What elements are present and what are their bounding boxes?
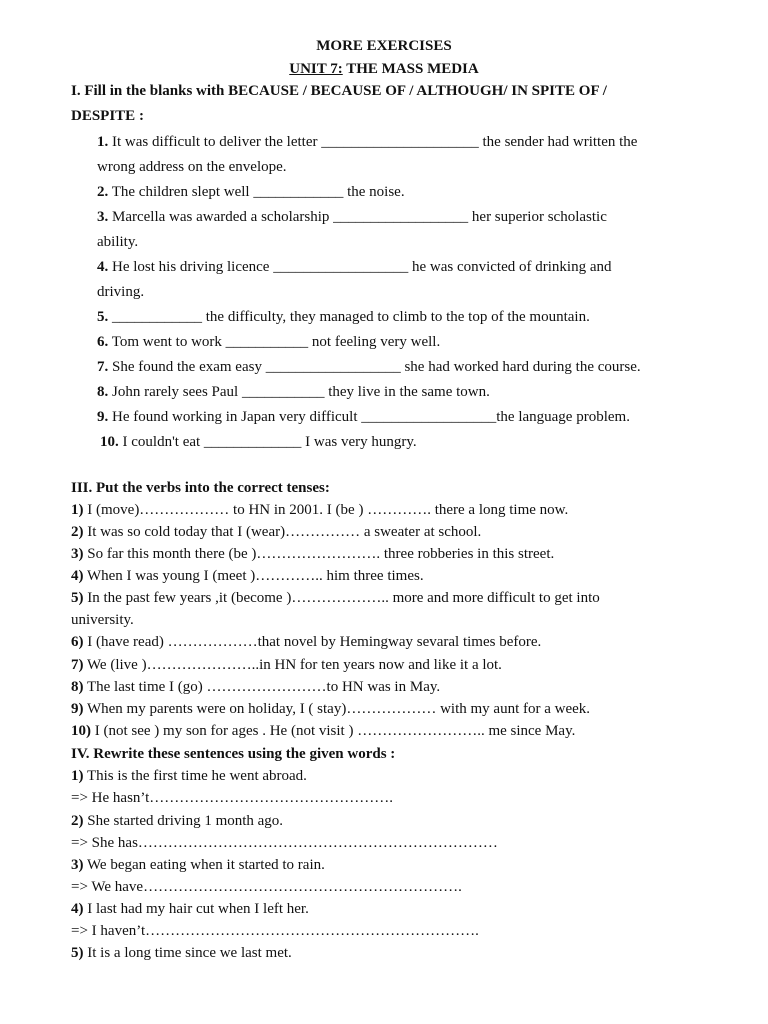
s3-item-number: 8): [71, 679, 84, 695]
s3-item-text: When I was young I (meet )………….. him three times.: [83, 568, 424, 584]
s3-item-text: In the past few years ,it (become )……………….. more and more difficult to get into: [83, 590, 600, 606]
s4-item-text: It is a long time since we last met.: [83, 945, 292, 961]
s4-item-1-answer: => He hasn’t………………………………………….: [71, 790, 394, 806]
s3-item-4: [71, 567, 424, 585]
unit-label: UNIT 7:: [289, 61, 343, 77]
s3-item-7: [71, 656, 502, 674]
s4-item-text: We began eating when it started to rain.: [83, 857, 325, 873]
s3-item-number: 5): [71, 590, 84, 606]
s1-item-number: 2.: [97, 184, 109, 200]
s1-item-4-cont: driving.: [97, 284, 145, 300]
s3-item-text: I (move)……………… to HN in 2001. I (be ) …………. there a long time now.: [83, 502, 569, 518]
s1-item-text: Tom went to work ___________ not feeling very well.: [108, 334, 441, 350]
s3-item-2: [71, 523, 481, 541]
s1-item-4: [97, 258, 612, 276]
s1-item-text: I couldn't eat _____________ I was very hungry.: [118, 434, 417, 450]
unit-heading: [0, 60, 768, 78]
s3-item-3: [71, 545, 554, 563]
s3-item-number: 2): [71, 524, 84, 540]
s4-item-3: [71, 856, 325, 874]
s1-item-2: [97, 183, 405, 201]
s3-item-number: 9): [71, 701, 84, 717]
s3-item-text: We (live )…………………..in HN for ten years now and like it a lot.: [83, 657, 502, 673]
unit-title: THE MASS MEDIA: [342, 61, 479, 77]
s3-item-text: So far this month there (be )……………………. three robberies in this street.: [83, 546, 555, 562]
s1-item-9: [97, 408, 630, 426]
s3-item-10: [71, 722, 575, 740]
s1-item-number: 5.: [97, 309, 109, 325]
s4-item-text: I last had my hair cut when I left her.: [83, 901, 309, 917]
s3-item-1: [71, 501, 568, 519]
s3-item-number: 3): [71, 546, 84, 562]
s1-item-text: ____________ the difficulty, they managed to climb to the top of the mountain.: [108, 309, 590, 325]
s4-item-2-answer: => She has………………………………………………………………: [71, 835, 498, 851]
s3-item-number: 10): [71, 723, 91, 739]
s1-item-number: 3.: [97, 209, 109, 225]
s3-item-5-cont: university.: [71, 612, 134, 628]
s4-item-4-answer: => I haven’t………………………………………………………….: [71, 923, 479, 939]
section-4-heading: IV. Rewrite these sentences using the given words :: [71, 746, 396, 762]
section-1-heading-cont: DESPITE :: [71, 108, 144, 124]
s4-item-number: 5): [71, 945, 84, 961]
s1-item-5: [97, 308, 590, 326]
s1-item-7: [97, 358, 641, 376]
s1-item-6: [97, 333, 440, 351]
s3-item-number: 4): [71, 568, 84, 584]
s1-item-number: 4.: [97, 259, 109, 275]
s1-item-text: It was difficult to deliver the letter _____________________ the sender had written the: [108, 134, 638, 150]
s3-item-text: It was so cold today that I (wear)…………… a sweater at school.: [83, 524, 482, 540]
s1-item-text: John rarely sees Paul ___________ they live in the same town.: [108, 384, 490, 400]
s4-item-number: 3): [71, 857, 84, 873]
s4-item-number: 4): [71, 901, 84, 917]
s3-item-9: [71, 700, 590, 718]
s4-item-5: [71, 944, 292, 962]
s3-item-text: I (have read) ………………that novel by Hemingway sevaral times before.: [83, 634, 542, 650]
s1-item-text: He lost his driving licence __________________ he was convicted of drinking and: [108, 259, 612, 275]
s3-item-5: [71, 589, 600, 607]
section-3-heading: III. Put the verbs into the correct tenses:: [71, 480, 330, 496]
s3-item-number: 6): [71, 634, 84, 650]
s1-item-3-cont: ability.: [97, 234, 139, 250]
s3-item-number: 7): [71, 657, 84, 673]
s3-item-number: 1): [71, 502, 84, 518]
s3-item-text: When my parents were on holiday, I ( stay)……………… with my aunt for a week.: [83, 701, 591, 717]
s3-item-8: [71, 678, 440, 696]
section-1-heading: I. Fill in the blanks with BECAUSE / BECAUSE OF / ALTHOUGH/ IN SPITE OF /: [71, 83, 607, 99]
s3-item-text: The last time I (go) ……………………to HN was in May.: [83, 679, 441, 695]
s3-item-text: I (not see ) my son for ages . He (not visit ) …………………….. me since May.: [91, 723, 576, 739]
s4-item-4: [71, 900, 309, 918]
s4-item-1: [71, 767, 307, 785]
s1-item-3: [97, 208, 607, 226]
s1-item-text: The children slept well ____________ the noise.: [108, 184, 405, 200]
s1-item-text: Marcella was awarded a scholarship __________________ her superior scholastic: [108, 209, 607, 225]
s1-item-number: 1.: [97, 134, 109, 150]
s1-item-1: [97, 133, 637, 151]
s1-item-number: 8.: [97, 384, 109, 400]
s4-item-text: This is the first time he went abroad.: [83, 768, 307, 784]
s1-item-10: [100, 433, 417, 451]
s1-item-number: 9.: [97, 409, 109, 425]
s4-item-number: 2): [71, 813, 84, 829]
page-title: MORE EXERCISES: [316, 38, 452, 54]
s4-item-number: 1): [71, 768, 84, 784]
s1-item-number: 10.: [100, 434, 119, 450]
s1-item-text: She found the exam easy __________________ she had worked hard during the course.: [108, 359, 641, 375]
s1-item-number: 6.: [97, 334, 109, 350]
s4-item-2: [71, 812, 283, 830]
s1-item-8: [97, 383, 490, 401]
s1-item-1-cont: wrong address on the envelope.: [97, 159, 287, 175]
s4-item-text: She started driving 1 month ago.: [83, 813, 284, 829]
s3-item-6: [71, 633, 541, 651]
s1-item-number: 7.: [97, 359, 109, 375]
s4-item-3-answer: => We have……………………………………………………….: [71, 879, 462, 895]
s1-item-text: He found working in Japan very difficult __________________the language problem.: [108, 409, 630, 425]
